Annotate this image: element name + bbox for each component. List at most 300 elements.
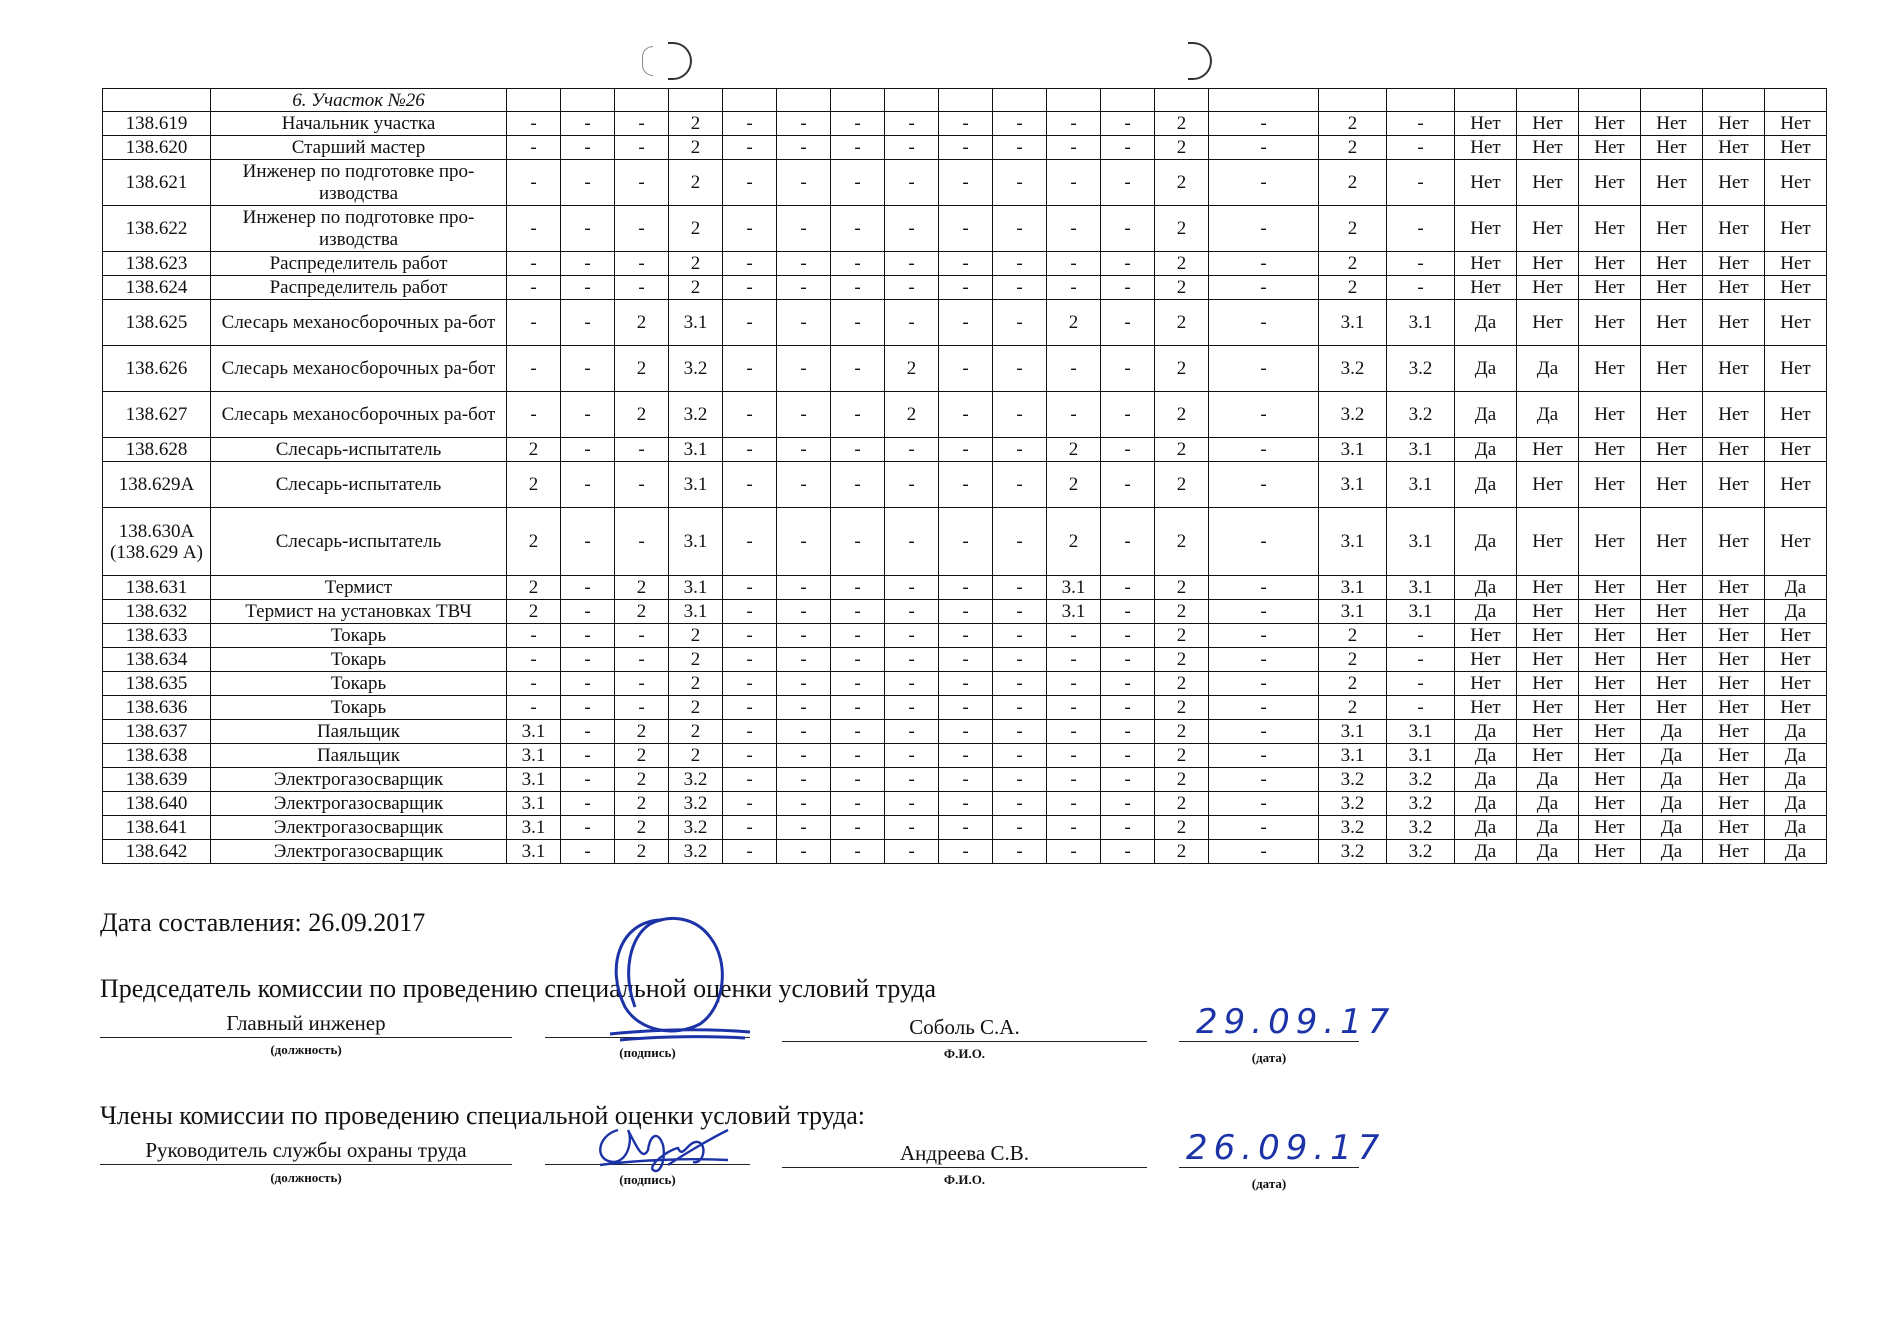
value-cell: - xyxy=(723,136,777,160)
value-cell: - xyxy=(939,840,993,864)
value-cell: - xyxy=(1387,112,1455,136)
value-cell: - xyxy=(1209,252,1319,276)
value-cell: Нет xyxy=(1703,206,1765,252)
value-cell: 3.2 xyxy=(669,768,723,792)
value-cell: - xyxy=(831,508,885,576)
value-cell: - xyxy=(885,744,939,768)
value-cell: - xyxy=(507,252,561,276)
value-cell: - xyxy=(777,840,831,864)
value-cell: - xyxy=(723,696,777,720)
value-cell: Нет xyxy=(1703,112,1765,136)
value-cell: - xyxy=(993,816,1047,840)
value-cell: - xyxy=(777,720,831,744)
header-empty-cell xyxy=(939,89,993,112)
value-cell: 2 xyxy=(615,744,669,768)
value-cell: - xyxy=(993,744,1047,768)
value-cell: 2 xyxy=(1047,438,1101,462)
member-name: Андреева С.В. xyxy=(782,1139,1147,1168)
value-cell: - xyxy=(993,438,1047,462)
header-empty-cell xyxy=(1455,89,1517,112)
value-cell: Нет xyxy=(1455,672,1517,696)
value-cell: - xyxy=(885,112,939,136)
value-cell: 2 xyxy=(1319,648,1387,672)
value-cell: - xyxy=(993,840,1047,864)
value-cell: - xyxy=(1209,696,1319,720)
value-cell: Да xyxy=(1641,816,1703,840)
value-cell: - xyxy=(831,840,885,864)
value-cell: - xyxy=(993,160,1047,206)
value-cell: - xyxy=(723,276,777,300)
value-cell: Нет xyxy=(1455,160,1517,206)
value-cell: - xyxy=(1047,816,1101,840)
header-empty-cell xyxy=(1209,89,1319,112)
table-row xyxy=(103,392,1827,438)
value-cell: - xyxy=(777,276,831,300)
value-cell: - xyxy=(615,206,669,252)
value-cell: - xyxy=(723,792,777,816)
value-cell: Нет xyxy=(1765,206,1827,252)
value-cell: Нет xyxy=(1765,136,1827,160)
value-cell: 2 xyxy=(669,624,723,648)
value-cell: 2 xyxy=(1319,206,1387,252)
chair-signature-caption: (подпись) xyxy=(619,1045,676,1060)
value-cell: Нет xyxy=(1641,672,1703,696)
value-cell: Нет xyxy=(1517,672,1579,696)
value-cell: - xyxy=(1209,112,1319,136)
value-cell: Нет xyxy=(1455,648,1517,672)
value-cell: - xyxy=(1101,300,1155,346)
value-cell: - xyxy=(561,768,615,792)
value-cell: - xyxy=(831,816,885,840)
value-cell: - xyxy=(777,252,831,276)
value-cell: - xyxy=(615,462,669,508)
value-cell: - xyxy=(723,672,777,696)
value-cell: - xyxy=(885,160,939,206)
value-cell: 3.1 xyxy=(1047,576,1101,600)
value-cell: - xyxy=(1047,112,1101,136)
value-cell: - xyxy=(939,136,993,160)
value-cell: Да xyxy=(1455,508,1517,576)
value-cell: - xyxy=(831,768,885,792)
value-cell: - xyxy=(1047,346,1101,392)
value-cell: - xyxy=(723,816,777,840)
value-cell: Нет xyxy=(1579,136,1641,160)
value-cell: Нет xyxy=(1579,624,1641,648)
value-cell: - xyxy=(939,720,993,744)
value-cell: - xyxy=(939,792,993,816)
value-cell: - xyxy=(1387,276,1455,300)
value-cell: - xyxy=(777,672,831,696)
members-heading: Члены комиссии по проведению специальной оценки условий труда: xyxy=(100,1101,866,1130)
value-cell: Нет xyxy=(1455,252,1517,276)
value-cell: - xyxy=(1101,508,1155,576)
section-title-cell: 6. Участок №26 xyxy=(211,89,507,112)
value-cell: - xyxy=(1047,392,1101,438)
value-cell: - xyxy=(939,300,993,346)
member-date-handwritten: 26.09.17 xyxy=(1186,1128,1386,1168)
value-cell: - xyxy=(1047,840,1101,864)
value-cell: - xyxy=(1209,346,1319,392)
value-cell: - xyxy=(831,392,885,438)
chair-name-caption: Ф.И.О. xyxy=(943,1046,986,1061)
value-cell: - xyxy=(777,112,831,136)
value-cell: - xyxy=(1101,462,1155,508)
value-cell: Да xyxy=(1455,346,1517,392)
workplace-code: 138.631 xyxy=(103,576,211,600)
workplace-code: 138.625 xyxy=(103,300,211,346)
value-cell: - xyxy=(939,252,993,276)
value-cell: Нет xyxy=(1455,696,1517,720)
header-empty-cell xyxy=(831,89,885,112)
value-cell: Нет xyxy=(1579,840,1641,864)
value-cell: Нет xyxy=(1579,252,1641,276)
value-cell: Нет xyxy=(1703,648,1765,672)
value-cell: - xyxy=(993,276,1047,300)
value-cell: 3.1 xyxy=(1387,600,1455,624)
value-cell: - xyxy=(561,438,615,462)
value-cell: - xyxy=(1101,720,1155,744)
value-cell: - xyxy=(1101,792,1155,816)
value-cell: - xyxy=(993,648,1047,672)
value-cell: - xyxy=(723,392,777,438)
value-cell: Да xyxy=(1641,744,1703,768)
value-cell: Нет xyxy=(1703,252,1765,276)
value-cell: Нет xyxy=(1765,648,1827,672)
value-cell: Нет xyxy=(1703,438,1765,462)
binding-hole-right xyxy=(1188,42,1212,80)
value-cell: - xyxy=(831,206,885,252)
value-cell: 2 xyxy=(669,136,723,160)
value-cell: - xyxy=(777,792,831,816)
value-cell: 3.1 xyxy=(1319,576,1387,600)
value-cell: Нет xyxy=(1579,816,1641,840)
value-cell: - xyxy=(993,768,1047,792)
value-cell: - xyxy=(885,136,939,160)
value-cell: Нет xyxy=(1517,576,1579,600)
value-cell: 3.1 xyxy=(1387,438,1455,462)
value-cell: - xyxy=(561,624,615,648)
value-cell: - xyxy=(1209,392,1319,438)
workplace-code: 138.640 xyxy=(103,792,211,816)
value-cell: - xyxy=(777,744,831,768)
value-cell: - xyxy=(939,696,993,720)
value-cell: Нет xyxy=(1703,600,1765,624)
value-cell: 2 xyxy=(1155,624,1209,648)
workplace-code: 138.623 xyxy=(103,252,211,276)
value-cell: - xyxy=(885,576,939,600)
value-cell: 2 xyxy=(507,576,561,600)
table-row xyxy=(103,792,1827,816)
value-cell: - xyxy=(561,816,615,840)
value-cell: - xyxy=(993,600,1047,624)
value-cell: - xyxy=(777,300,831,346)
value-cell: 3.2 xyxy=(1387,816,1455,840)
value-cell: - xyxy=(1101,438,1155,462)
value-cell: Да xyxy=(1765,840,1827,864)
value-cell: - xyxy=(993,672,1047,696)
value-cell: - xyxy=(777,696,831,720)
value-cell: - xyxy=(1101,744,1155,768)
value-cell: Нет xyxy=(1703,840,1765,864)
value-cell: - xyxy=(993,624,1047,648)
value-cell: - xyxy=(885,648,939,672)
value-cell: 3.2 xyxy=(1387,346,1455,392)
value-cell: - xyxy=(939,672,993,696)
value-cell: 2 xyxy=(1155,392,1209,438)
table-row xyxy=(103,840,1827,864)
header-empty-cell xyxy=(1155,89,1209,112)
member-name-caption: Ф.И.О. xyxy=(943,1172,986,1187)
workplace-code: 138.626 xyxy=(103,346,211,392)
member-signature xyxy=(588,1120,738,1178)
value-cell: 3.2 xyxy=(1319,768,1387,792)
value-cell: 2 xyxy=(1155,600,1209,624)
value-cell: - xyxy=(1047,624,1101,648)
value-cell: Нет xyxy=(1641,508,1703,576)
workplace-name: Слесарь механосборочных ра-бот xyxy=(211,392,507,438)
value-cell: 2 xyxy=(669,696,723,720)
value-cell: - xyxy=(561,744,615,768)
header-empty-cell xyxy=(1641,89,1703,112)
value-cell: Нет xyxy=(1517,744,1579,768)
value-cell: - xyxy=(777,462,831,508)
value-cell: Нет xyxy=(1641,696,1703,720)
value-cell: Нет xyxy=(1703,300,1765,346)
value-cell: Да xyxy=(1641,720,1703,744)
value-cell: 3.1 xyxy=(507,768,561,792)
value-cell: 2 xyxy=(669,276,723,300)
value-cell: Нет xyxy=(1579,744,1641,768)
value-cell: - xyxy=(1209,768,1319,792)
value-cell: - xyxy=(507,624,561,648)
value-cell: - xyxy=(1209,508,1319,576)
value-cell: Да xyxy=(1455,744,1517,768)
value-cell: 2 xyxy=(507,462,561,508)
value-cell: Да xyxy=(1455,462,1517,508)
value-cell: - xyxy=(615,624,669,648)
header-empty-cell xyxy=(1703,89,1765,112)
value-cell: Нет xyxy=(1641,624,1703,648)
value-cell: 2 xyxy=(669,672,723,696)
value-cell: - xyxy=(615,276,669,300)
value-cell: - xyxy=(723,300,777,346)
value-cell: - xyxy=(831,438,885,462)
value-cell: - xyxy=(561,840,615,864)
value-cell: Нет xyxy=(1517,696,1579,720)
value-cell: 2 xyxy=(1155,112,1209,136)
header-empty-cell xyxy=(1387,89,1455,112)
value-cell: - xyxy=(561,160,615,206)
value-cell: Нет xyxy=(1579,160,1641,206)
value-cell: - xyxy=(561,462,615,508)
value-cell: - xyxy=(1101,392,1155,438)
value-cell: - xyxy=(1209,576,1319,600)
value-cell: 3.1 xyxy=(507,840,561,864)
header-empty-cell xyxy=(993,89,1047,112)
value-cell: - xyxy=(939,160,993,206)
value-cell: - xyxy=(993,792,1047,816)
value-cell: - xyxy=(1047,696,1101,720)
section-header-row xyxy=(103,89,1827,112)
value-cell: Нет xyxy=(1641,300,1703,346)
value-cell: - xyxy=(1101,276,1155,300)
value-cell: Нет xyxy=(1641,576,1703,600)
value-cell: - xyxy=(993,462,1047,508)
value-cell: 2 xyxy=(669,252,723,276)
value-cell: - xyxy=(1209,840,1319,864)
value-cell: - xyxy=(939,576,993,600)
value-cell: 2 xyxy=(615,720,669,744)
value-cell: - xyxy=(831,576,885,600)
value-cell: 3.1 xyxy=(669,600,723,624)
header-empty-cell xyxy=(561,89,615,112)
value-cell: - xyxy=(1101,600,1155,624)
member-date-caption: (дата) xyxy=(1251,1176,1287,1191)
value-cell: 2 xyxy=(669,744,723,768)
header-empty-cell xyxy=(1047,89,1101,112)
value-cell: 2 xyxy=(1047,508,1101,576)
value-cell: 2 xyxy=(615,792,669,816)
value-cell: 3.2 xyxy=(1319,392,1387,438)
value-cell: - xyxy=(777,346,831,392)
value-cell: Нет xyxy=(1579,206,1641,252)
value-cell: 3.1 xyxy=(669,508,723,576)
value-cell: - xyxy=(507,206,561,252)
value-cell: - xyxy=(1209,600,1319,624)
value-cell: - xyxy=(723,576,777,600)
value-cell: - xyxy=(993,508,1047,576)
value-cell: 3.2 xyxy=(1319,816,1387,840)
value-cell: 2 xyxy=(1155,720,1209,744)
table-row xyxy=(103,508,1827,576)
table-row xyxy=(103,768,1827,792)
value-cell: Нет xyxy=(1703,720,1765,744)
value-cell: - xyxy=(939,768,993,792)
workplace-code: 138.622 xyxy=(103,206,211,252)
value-cell: Нет xyxy=(1703,792,1765,816)
value-cell: - xyxy=(507,672,561,696)
value-cell: - xyxy=(1209,206,1319,252)
value-cell: 2 xyxy=(1155,816,1209,840)
value-cell: - xyxy=(1047,252,1101,276)
value-cell: - xyxy=(561,112,615,136)
value-cell: 3.2 xyxy=(669,392,723,438)
value-cell: - xyxy=(723,508,777,576)
value-cell: 2 xyxy=(1155,252,1209,276)
compilation-date: Дата составления: 26.09.2017 xyxy=(100,908,426,937)
value-cell: - xyxy=(1209,816,1319,840)
value-cell: - xyxy=(1209,624,1319,648)
table-row xyxy=(103,672,1827,696)
value-cell: Нет xyxy=(1641,438,1703,462)
value-cell: 2 xyxy=(1155,576,1209,600)
value-cell: - xyxy=(1209,672,1319,696)
value-cell: Нет xyxy=(1641,648,1703,672)
workplace-code: 138.642 xyxy=(103,840,211,864)
value-cell: Нет xyxy=(1703,508,1765,576)
value-cell: 2 xyxy=(669,112,723,136)
binding-hole-left xyxy=(668,42,692,80)
value-cell: - xyxy=(561,696,615,720)
workplace-name: Инженер по подготовке про-изводства xyxy=(211,206,507,252)
value-cell: 2 xyxy=(1155,508,1209,576)
header-empty-cell xyxy=(777,89,831,112)
value-cell: Да xyxy=(1455,600,1517,624)
value-cell: 2 xyxy=(669,206,723,252)
value-cell: - xyxy=(939,816,993,840)
value-cell: - xyxy=(993,346,1047,392)
value-cell: Нет xyxy=(1703,672,1765,696)
value-cell: Да xyxy=(1455,438,1517,462)
workplace-name: Распределитель работ xyxy=(211,276,507,300)
value-cell: - xyxy=(939,600,993,624)
value-cell: Нет xyxy=(1579,300,1641,346)
value-cell: 3.1 xyxy=(1319,600,1387,624)
value-cell: Нет xyxy=(1579,392,1641,438)
value-cell: Нет xyxy=(1765,276,1827,300)
value-cell: - xyxy=(1209,792,1319,816)
value-cell: Нет xyxy=(1703,768,1765,792)
workplace-name: Электрогазосварщик xyxy=(211,768,507,792)
value-cell: - xyxy=(1387,696,1455,720)
value-cell: Нет xyxy=(1517,438,1579,462)
value-cell: - xyxy=(615,672,669,696)
value-cell: Нет xyxy=(1765,462,1827,508)
value-cell: 3.1 xyxy=(1319,462,1387,508)
value-cell: - xyxy=(507,696,561,720)
table-row xyxy=(103,816,1827,840)
value-cell: - xyxy=(885,462,939,508)
value-cell: - xyxy=(885,840,939,864)
workplace-code: 138.624 xyxy=(103,276,211,300)
workplace-code: 138.633 xyxy=(103,624,211,648)
value-cell: Да xyxy=(1455,768,1517,792)
value-cell: 2 xyxy=(1155,276,1209,300)
value-cell: 3.1 xyxy=(1319,744,1387,768)
value-cell: - xyxy=(885,300,939,346)
value-cell: 2 xyxy=(615,346,669,392)
value-cell: Нет xyxy=(1703,346,1765,392)
chair-date-caption: (дата) xyxy=(1251,1050,1287,1065)
table-row xyxy=(103,600,1827,624)
value-cell: - xyxy=(1047,672,1101,696)
value-cell: - xyxy=(1209,744,1319,768)
value-cell: Нет xyxy=(1641,346,1703,392)
member-position: Руководитель службы охраны труда xyxy=(100,1136,512,1165)
value-cell: - xyxy=(615,438,669,462)
workplace-code: 138.627 xyxy=(103,392,211,438)
section-code-cell xyxy=(103,89,211,112)
value-cell: Нет xyxy=(1765,438,1827,462)
value-cell: Нет xyxy=(1641,160,1703,206)
value-cell: - xyxy=(615,136,669,160)
value-cell: - xyxy=(561,252,615,276)
value-cell: - xyxy=(777,600,831,624)
value-cell: - xyxy=(993,252,1047,276)
value-cell: - xyxy=(885,206,939,252)
value-cell: - xyxy=(615,648,669,672)
value-cell: - xyxy=(885,508,939,576)
value-cell: - xyxy=(939,276,993,300)
value-cell: - xyxy=(993,136,1047,160)
value-cell: - xyxy=(885,624,939,648)
value-cell: - xyxy=(939,648,993,672)
value-cell: 3.1 xyxy=(507,816,561,840)
value-cell: 3.1 xyxy=(669,438,723,462)
value-cell: - xyxy=(1101,816,1155,840)
value-cell: - xyxy=(615,160,669,206)
value-cell: - xyxy=(777,438,831,462)
